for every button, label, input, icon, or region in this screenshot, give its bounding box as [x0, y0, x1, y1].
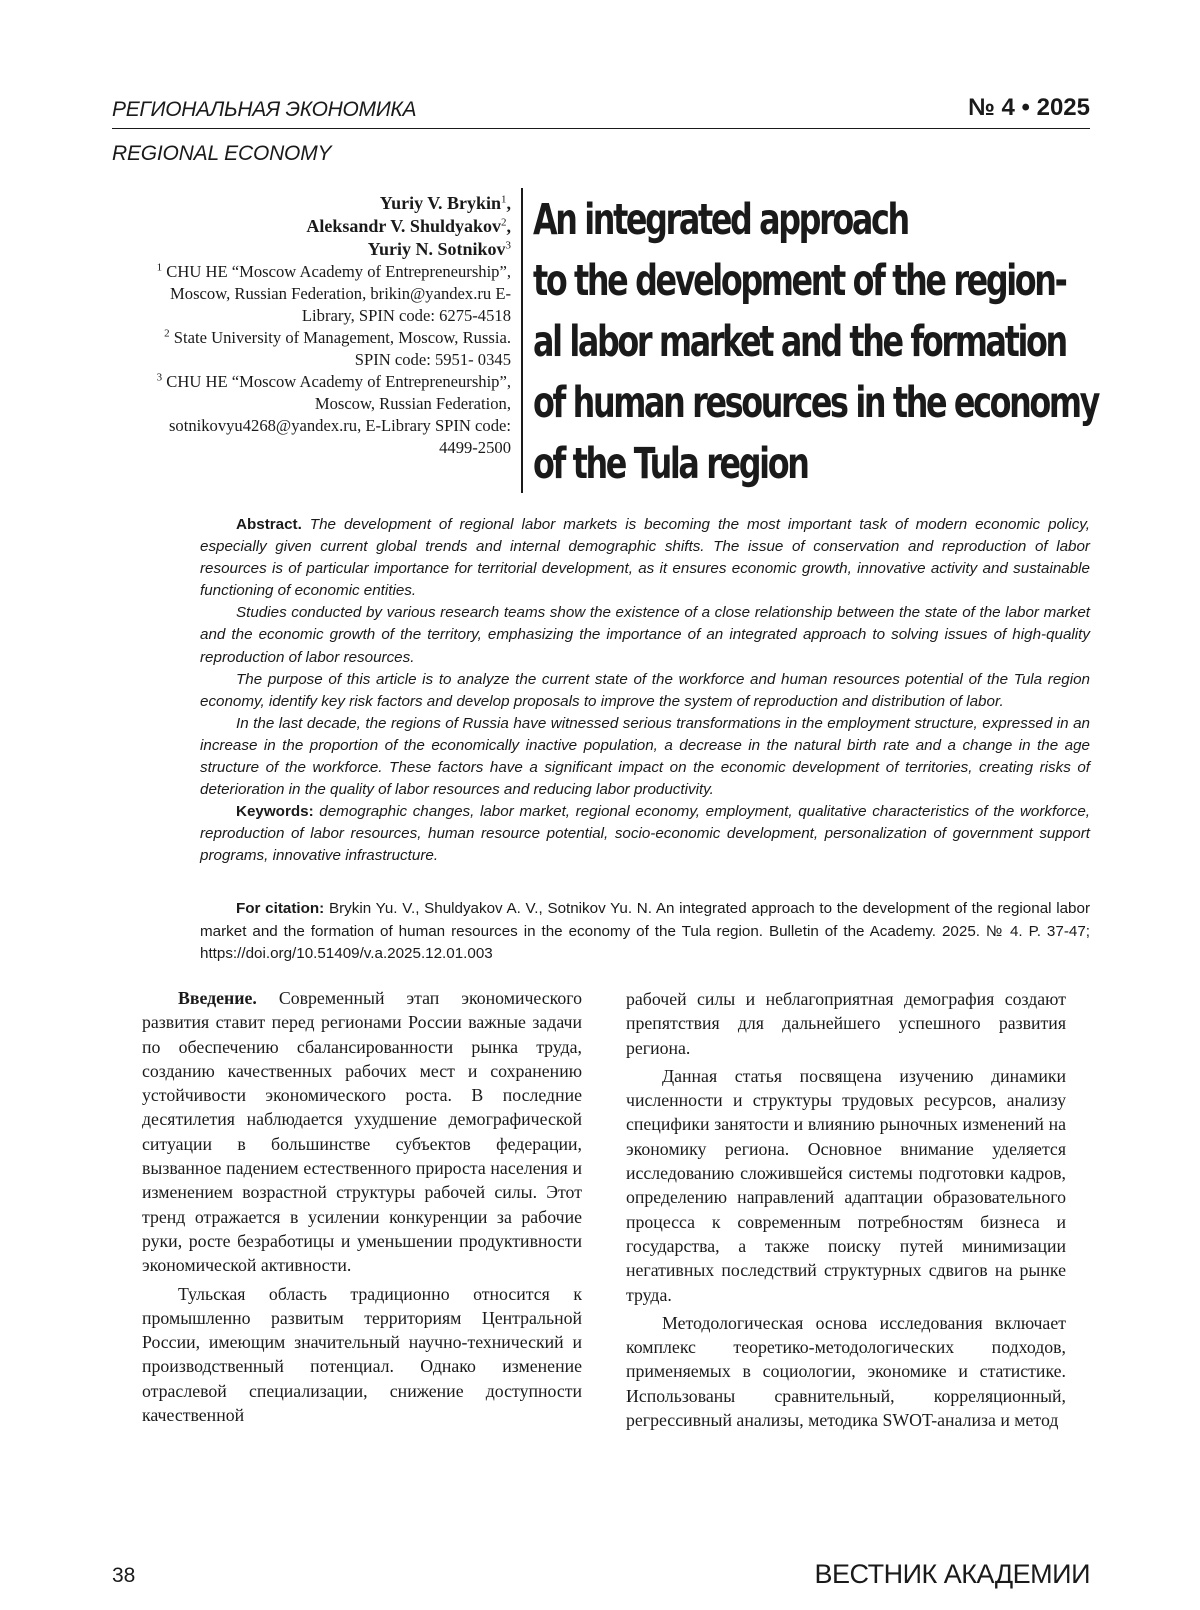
title-divider [521, 188, 523, 493]
journal-name-footer: ВЕСТНИК АКАДЕМИИ [814, 1559, 1090, 1589]
page-number: 38 [112, 1564, 136, 1587]
body-paragraph: Данная статья посвящена изучению динамики численности и структуры трудовых ресурсов, анализу специфики занятости и влиянию рыночных изменений на экономику региона. Основное внимание уделяется исследованию сложившейся системы подготовки кадров, определению направлений адаптации образовательного процесса к современным потребностям бизнеса и государства, а также поиску путей минимизации негативных последствий структурных сдвигов на рынке труда. [626, 1065, 1066, 1305]
body-paragraph: Методологическая основа исследования включает комплекс теоретико-методологических подходов, применяемых в социологии, экономике и статистике. Использованы сравнительный, корреляционный, регрессивный анализы, методика SWOT-анализа и метод [626, 1312, 1066, 1431]
abstract-paragraph: In the last decade, the regions of Russia have witnessed serious transformations in the employment structure, expressed in an increase in the proportion of the economically inactive population, a decrease in the natural birth rate and a change in the age structure of the workforce. These factors have a significant impact on the economic development of territories, creating risks of deterioration in the quality of labor resources and reducing labor productivity. [200, 714, 1090, 799]
title-line: al labor market and the formation [533, 317, 1066, 367]
title-line: of the Tula region [533, 439, 808, 489]
abstract [200, 514, 1090, 868]
citation-text: Brykin Yu. V., Shuldyakov A. V., Sotnikov Yu. N. An integrated approach to the development of the regional labor market and the formation of human resources in the economy of the Tula region. Bulletin of the Academy. 2025. № 4. P. 37-47; https://doi.org/10.51409/v.a.2025.12.01.003 [200, 900, 1090, 962]
abstract-paragraph: Abstract. The development of regional labor markets is becoming the most important task of modern economic policy, especially given current global trends and internal demographic shifts. The issue of conservation and reproduction of labor resources is of particular importance for territorial development, as it ensures economic growth, innovative activity and sustainable functioning of economic entities. [200, 516, 1090, 600]
journal-section-ru: РЕГИОНАЛЬНАЯ ЭКОНОМИКА [112, 98, 417, 121]
affiliation-1: $^1$ CHU HE “Moscow Academy of Entrepreneurship”, Moscow, Russian Federation, brikin@yandex.ru E-Library, SPIN code: 6275-4518 [156, 261, 511, 325]
abstract-paragraph: Studies conducted by various research teams show the existence of a close relationship between the state of the labor market and the economic growth of the territory, emphasizing the importance of an integrated approach to solving issues of high-quality reproduction of labor resources. [200, 604, 1090, 666]
title-line: of human resources in the economy [533, 378, 1099, 428]
citation-label: For citation: [236, 900, 325, 917]
body-paragraph: Тульская область традиционно относится к промышленно развитым территориям Центральной России, имеющим значительный научно-технический и производственный потенциал. Однако изменение отраслевой специализации, снижение доступности качественной [142, 1283, 582, 1426]
citation [200, 898, 1090, 966]
article-title [533, 190, 1099, 495]
journal-section-en: REGIONAL ECONOMY [112, 142, 332, 165]
authors-block [131, 192, 511, 459]
header-divider [112, 128, 1090, 129]
keywords: Keywords: demographic changes, labor market, regional economy, employment, qualitative characteristics of the workforce, reproduction of labor resources, human resource potential, socio-economic development, personalization of government support programs, innovative infrastructure. [200, 803, 1090, 865]
body-paragraph: Введение. Современный этап экономического развития ставит перед регионами России важные задачи по обеспечению сбалансированности рынка труда, созданию качественных рабочих мест и сохранению устойчивости экономического роста. В последние десятилетия наблюдается ухудшение демографической ситуации в большинстве субъектов федерации, вызванное падением естественного прироста населения и изменением возрастной структуры рабочей силы. Этот тренд отражается в усилении конкуренции за рабочие руки, росте безработицы и уменьшении продуктивности экономической активности. [142, 988, 582, 1276]
title-line: to the development of the region- [533, 256, 1066, 306]
abstract-label: Abstract. [236, 516, 302, 533]
author-1: Yuriy V. Brykin$^1$, [379, 193, 511, 213]
title-line: An integrated approach [533, 195, 908, 245]
affiliation-3: $^3$ CHU HE “Moscow Academy of Entrepreneurship”, Moscow, Russian Federation, sotnikovyu4268@yandex.ru, E-Library SPIN code: 4499-2500 [156, 371, 511, 457]
intro-label: Введение. [178, 988, 257, 1008]
author-2: Aleksandr V. Shuldyakov$^2$, [306, 216, 511, 236]
body-column-left [142, 986, 582, 1431]
affiliation-2: $^2$ State University of Management, Moscow, Russia. SPIN code: 5951- 0345 [164, 327, 511, 369]
body-paragraph: рабочей силы и неблагоприятная демография создают препятствия для дальнейшего успешного развития региона. [626, 989, 1066, 1058]
keywords-label: Keywords: [236, 803, 314, 821]
author-3: Yuriy N. Sotnikov$^3$ [367, 239, 511, 259]
abstract-paragraph: The purpose of this article is to analyze the current state of the workforce and human resources potential of the Tula region economy, identify key risk factors and develop proposals to improve the system of reproduction and distribution of labor. [200, 670, 1090, 710]
issue-number: № 4 • 2025 [968, 94, 1090, 121]
body-column-right [626, 987, 1066, 1436]
